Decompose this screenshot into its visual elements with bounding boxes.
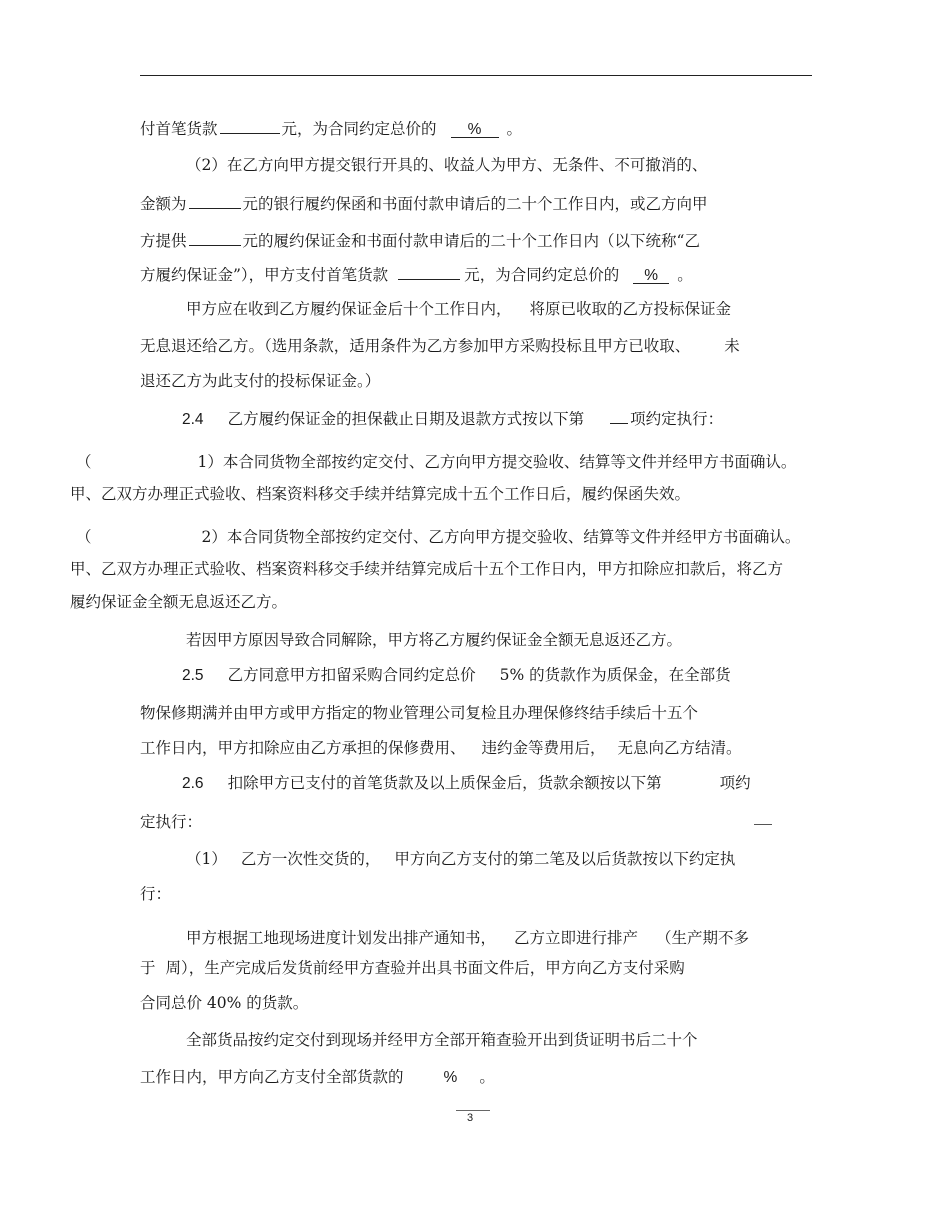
text-line bbox=[140, 884, 171, 904]
clause-number: 2.4 bbox=[182, 411, 204, 428]
text-segment: 合同总价 40% 的货款。 bbox=[140, 994, 309, 1012]
text-segment: （ bbox=[76, 453, 92, 471]
text-segment: 。 bbox=[677, 266, 693, 284]
text-segment: 甲、乙双方办理正式验收、档案资料移交手续并结算完成后十五个工作日内，甲方扣除应扣款后，将乙方 bbox=[70, 560, 784, 578]
fill-blank bbox=[220, 116, 280, 134]
text-segment: 违约金等费用后， bbox=[481, 739, 606, 757]
text-line bbox=[186, 299, 731, 319]
text-segment: 项约 bbox=[719, 774, 751, 792]
text-segment: 甲方应在收到乙方履约保证金后十个工作日内， bbox=[186, 300, 512, 318]
page-number: 3 bbox=[467, 1112, 474, 1124]
text-segment: 元，为合同约定总价的 bbox=[464, 266, 620, 284]
text-line bbox=[140, 703, 698, 723]
text-segment: 无息向乙方结清。 bbox=[617, 739, 742, 757]
text-segment: 元的银行履约保函和书面付款申请后的二十个工作日内，或乙方向甲 bbox=[242, 195, 708, 213]
text-segment: 5% 的货款作为质保金，在全部货 bbox=[499, 666, 731, 684]
text-segment: 物保修期满并由甲方或甲方指定的物业管理公司复检且办理保修终结手续后十五个 bbox=[140, 704, 699, 722]
text-line bbox=[186, 155, 707, 175]
fill-blank bbox=[189, 191, 241, 209]
text-segment: 行： bbox=[140, 885, 172, 903]
text-segment: 项约定执行： bbox=[630, 410, 724, 428]
text-line bbox=[140, 958, 685, 978]
text-line bbox=[70, 559, 783, 579]
text-line bbox=[186, 630, 682, 650]
text-segment: 乙方立即进行排产 bbox=[514, 929, 639, 947]
text-segment: 未 bbox=[724, 337, 740, 355]
text-segment: 乙方同意甲方扣留采购合同约定总价 bbox=[227, 666, 476, 684]
text-line bbox=[140, 116, 522, 139]
text-segment: 方提供 bbox=[140, 232, 187, 250]
fill-blank bbox=[610, 406, 628, 424]
text-segment: 乙方履约保证金的担保截止日期及退款方式按以下第 bbox=[227, 410, 585, 428]
text-line bbox=[140, 812, 202, 832]
text-line bbox=[70, 484, 690, 504]
clause-number: 2.6 bbox=[182, 775, 204, 792]
text-segment: （ bbox=[76, 528, 92, 546]
text-segment: 工作日内，甲方扣除应由乙方承担的保修费用、 bbox=[140, 739, 466, 757]
text-segment: 履约保证金全额无息返还乙方。 bbox=[70, 593, 288, 611]
text-segment: 乙方一次性交货的， bbox=[240, 850, 381, 868]
text-segment: 1）本合同货物全部按约定交付、乙方向甲方提交验收、结算等文件并经甲方书面确认。 bbox=[197, 453, 797, 471]
text-segment: 元的履约保证金和书面付款申请后的二十个工作日内（以下统称“乙 bbox=[242, 232, 700, 250]
percent-blank: % bbox=[633, 266, 669, 284]
blank-dash bbox=[754, 824, 772, 825]
text-line bbox=[140, 262, 693, 285]
text-segment: 周），生产完成后发货前经甲方查验并出具书面文件后，甲方向乙方支付采购 bbox=[165, 959, 685, 977]
fill-blank bbox=[189, 228, 241, 246]
text-line bbox=[70, 592, 287, 612]
text-segment: 金额为 bbox=[140, 195, 187, 213]
text-line bbox=[76, 452, 796, 472]
text-segment: 2）本合同货物全部按约定交付、乙方向甲方提交验收、结算等文件并经甲方书面确认。 bbox=[201, 528, 801, 546]
text-line bbox=[140, 228, 700, 251]
text-line bbox=[140, 191, 708, 214]
text-segment: 甲方向乙方支付的第二笔及以后货款按以下约定执 bbox=[394, 850, 736, 868]
text-segment: 无息退还给乙方。（选用条款，适用条件为乙方参加甲方采购投标且甲方已收取、 bbox=[140, 337, 691, 355]
text-segment: 。 bbox=[506, 120, 523, 138]
text-line bbox=[186, 1030, 698, 1050]
text-segment: 付首笔货款 bbox=[140, 120, 218, 138]
text-segment: （1） bbox=[186, 850, 227, 868]
text-line bbox=[140, 993, 308, 1013]
text-segment: 退还乙方为此支付的投标保证金。） bbox=[140, 372, 381, 390]
text-segment: 于 bbox=[140, 959, 156, 977]
text-segment: 。 bbox=[479, 1068, 495, 1086]
text-line bbox=[140, 336, 740, 356]
text-segment: 方履约保证金”），甲方支付首笔货款 bbox=[140, 266, 389, 284]
text-line bbox=[182, 406, 723, 430]
text-line bbox=[140, 371, 380, 391]
text-segment: 若因甲方原因导致合同解除，甲方将乙方履约保证金全额无息返还乙方。 bbox=[186, 631, 683, 649]
text-line bbox=[186, 928, 749, 948]
text-line bbox=[76, 527, 800, 547]
text-segment: 全部货品按约定交付到现场并经甲方全部开箱查验开出到货证明书后二十个 bbox=[186, 1031, 698, 1049]
percent-blank: % bbox=[451, 120, 499, 138]
text-line bbox=[140, 1067, 495, 1088]
text-line bbox=[186, 849, 735, 869]
text-segment: 元，为合同约定总价的 bbox=[281, 120, 437, 138]
text-segment: 扣除甲方已支付的首笔货款及以上质保金后，货款余额按以下第 bbox=[227, 774, 662, 792]
fill-blank bbox=[398, 262, 460, 280]
text-segment: 工作日内，甲方向乙方支付全部货款的 bbox=[140, 1068, 404, 1086]
text-segment: 甲、乙双方办理正式验收、档案资料移交手续并结算完成十五个工作日后，履约保函失效。 bbox=[70, 485, 691, 503]
page-number-rule bbox=[456, 1110, 490, 1111]
text-line bbox=[182, 773, 751, 794]
text-segment: 甲方根据工地现场进度计划发出排产通知书， bbox=[186, 929, 497, 947]
text-segment: 将原已收取的乙方投标保证金 bbox=[529, 300, 732, 318]
text-line bbox=[140, 738, 742, 758]
text-segment: （2）在乙方向甲方提交银行开具的、收益人为甲方、无条件、不可撤消的、 bbox=[186, 156, 708, 174]
text-segment: （生产期不多 bbox=[656, 929, 750, 947]
text-segment: 定执行： bbox=[140, 813, 203, 831]
header-rule bbox=[140, 75, 812, 76]
percent-sign: % bbox=[443, 1069, 458, 1086]
clause-number: 2.5 bbox=[182, 667, 204, 684]
text-line bbox=[182, 665, 731, 686]
